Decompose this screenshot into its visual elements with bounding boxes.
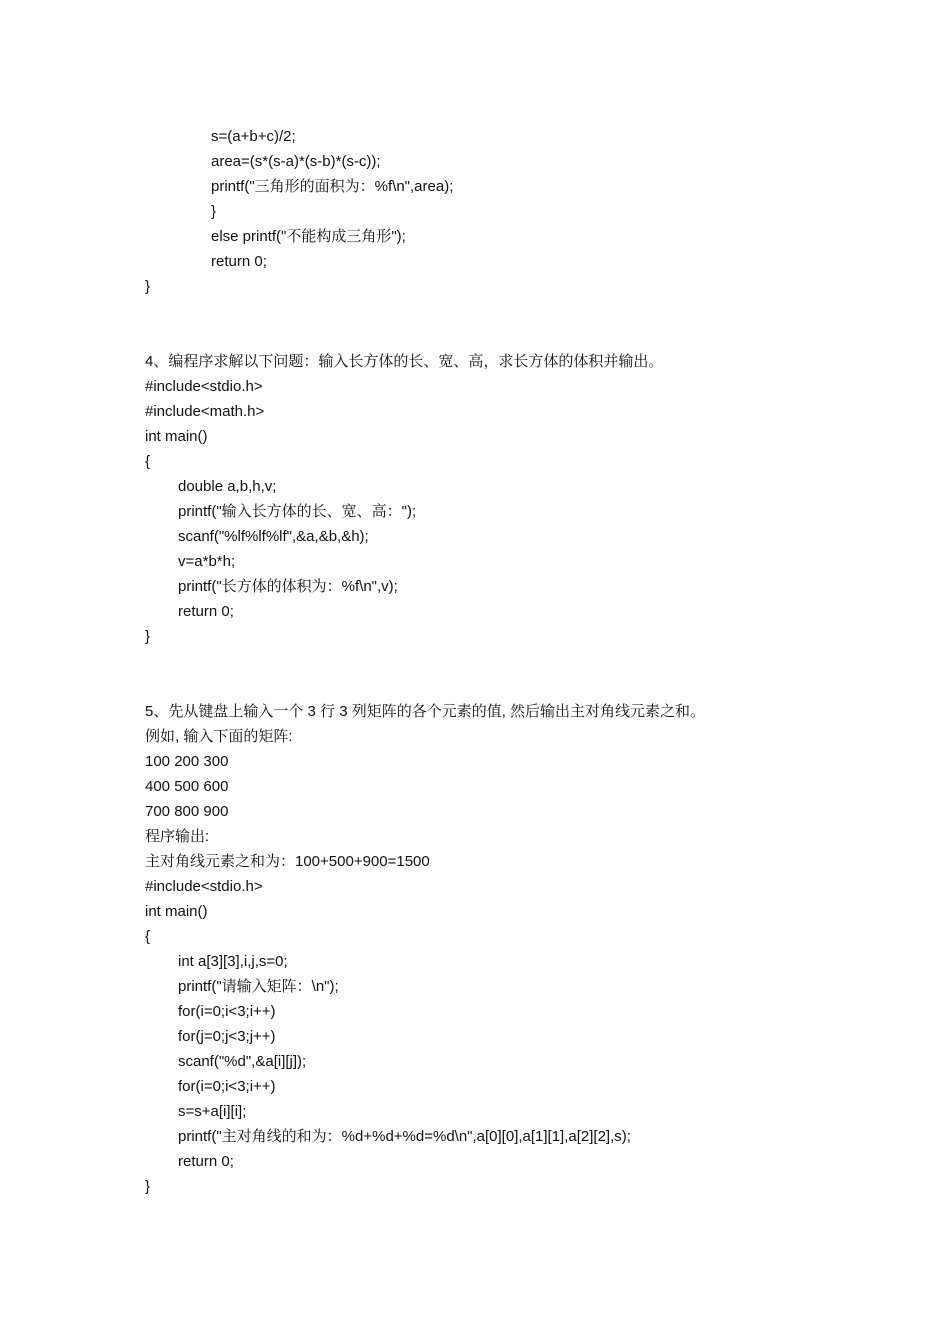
blank-line <box>145 302 925 327</box>
matrix-row: 700 800 900 <box>145 803 229 820</box>
matrix-row: 100 200 300 <box>145 753 229 770</box>
code-line: { <box>145 928 151 945</box>
code-line: } <box>145 628 151 645</box>
code-line: return 0; <box>211 253 267 270</box>
text-line: 程序输出: <box>145 828 210 845</box>
code-line: int main() <box>145 428 208 445</box>
text-line: 例如, 输入下面的矩阵: <box>145 728 293 745</box>
code-line: s=s+a[i][i]; <box>178 1103 247 1120</box>
code-line: } <box>145 278 151 295</box>
code-line: v=a*b*h; <box>178 553 236 570</box>
code-line: printf("输入长方体的长、宽、高："); <box>178 503 417 520</box>
code-line: return 0; <box>178 603 234 620</box>
code-line: double a,b,h,v; <box>178 478 277 495</box>
code-line: scanf("%lf%lf%lf",&a,&b,&h); <box>178 528 369 545</box>
code-line: printf("三角形的面积为：%f\n",area); <box>211 178 454 195</box>
document-body <box>145 127 925 1202</box>
code-line: #include<math.h> <box>145 403 265 420</box>
question-5-section <box>145 702 925 1202</box>
code-section-tail <box>145 127 925 302</box>
blank-line <box>145 652 925 677</box>
code-line: #include<stdio.h> <box>145 378 263 395</box>
blank-line <box>145 677 925 702</box>
code-line: s=(a+b+c)/2; <box>211 128 296 145</box>
code-line: printf("请输入矩阵：\n"); <box>178 978 339 995</box>
code-line: return 0; <box>178 1153 234 1170</box>
code-line: } <box>211 203 217 220</box>
code-line: #include<stdio.h> <box>145 878 263 895</box>
code-line: { <box>145 453 151 470</box>
question-5-title: 5、先从键盘上输入一个 3 行 3 列矩阵的各个元素的值, 然后输出主对角线元素之和。 <box>145 703 706 720</box>
code-line: printf("主对角线的和为：%d+%d+%d=%d\n",a[0][0],a[1][1],a[2][2],s); <box>178 1128 631 1145</box>
question-4-section <box>145 352 925 652</box>
question-4-title: 4、编程序求解以下问题：输入长方体的长、宽、高，求长方体的体积并输出。 <box>145 353 664 370</box>
code-line: else printf("不能构成三角形"); <box>211 228 406 245</box>
code-line: int a[3][3],i,j,s=0; <box>178 953 288 970</box>
code-line: area=(s*(s-a)*(s-b)*(s-c)); <box>211 153 381 170</box>
code-line: for(j=0;j<3;j++) <box>178 1028 276 1045</box>
code-line: for(i=0;i<3;i++) <box>178 1078 276 1095</box>
text-line: 主对角线元素之和为：100+500+900=1500 <box>145 853 430 870</box>
code-line: printf("长方体的体积为：%f\n",v); <box>178 578 398 595</box>
code-line: } <box>145 1178 151 1195</box>
code-line: for(i=0;i<3;i++) <box>178 1003 276 1020</box>
code-line: int main() <box>145 903 208 920</box>
matrix-row: 400 500 600 <box>145 778 229 795</box>
blank-line <box>145 327 925 352</box>
code-line: scanf("%d",&a[i][j]); <box>178 1053 307 1070</box>
